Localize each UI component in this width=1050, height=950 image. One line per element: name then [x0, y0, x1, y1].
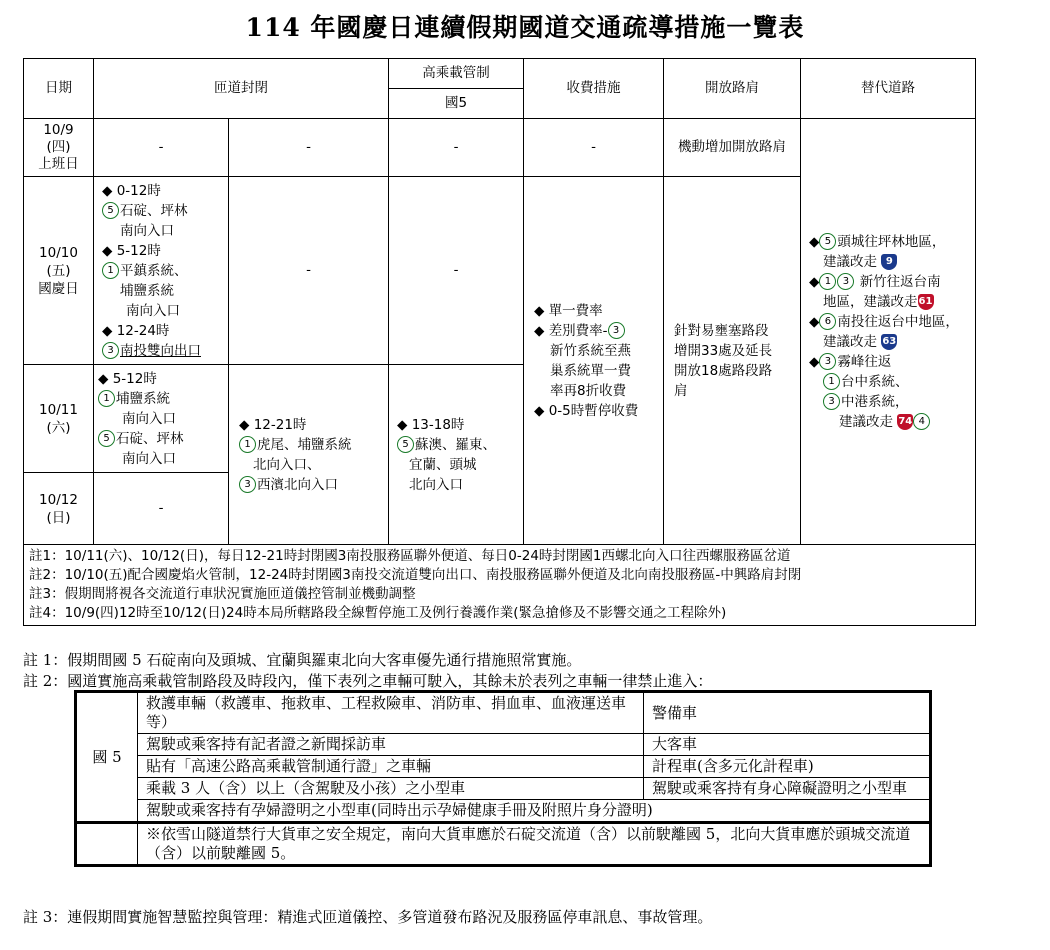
header-alt-route: 替代道路 — [801, 59, 976, 119]
page-title: 114 年國慶日連續假期國道交通疏導措施一覽表 — [245, 13, 805, 42]
vehicle-type: 駕駛或乘客持有身心障礙證明之小型車 — [644, 778, 931, 800]
truck-rule: ※依雪山隧道禁行大貨車之安全規定，南向大貨車應於石碇交流道（含）以前駛離國 5，北向大貨車應於頭城交流道（含）以前駛離國 5。 — [138, 823, 931, 866]
note: 註1：10/11(六)、10/12(日)，每日12-21時封閉國3南投服務區聯外便道、每日0-24時封閉國1西螺北向入口往西螺服務區岔道 — [29, 548, 791, 564]
toll-cell: ◆ 單一費率 ◆ 差別費率- 3 新竹系統至燕 巢系統單一費 率再8折收費 ◆ 0-5時暫停收費 — [524, 177, 664, 545]
shoulder-cell: 針對易壅塞路段 增開33處及延長 開放18處路段路 肩 — [664, 177, 801, 545]
highway-shield: 63 — [881, 334, 897, 350]
highway-shield: 9 — [881, 254, 897, 270]
date-cell: 10/11 (六) — [24, 365, 94, 473]
footnote-1: 註 1：假期間國 5 石碇南向及頭城、宜蘭與羅東北向大客車優先通行措施照常實施。 — [23, 651, 582, 669]
note: 註2：10/10(五)配合國慶焰火管制，12-24時封閉國3南投交流道雙向出口、南投服務區聯外便道及北向南投服務區-中興路肩封閉 — [29, 567, 802, 583]
date-cell: 10/9 (四) 上班日 — [24, 119, 94, 177]
vehicle-type: 貼有「高速公路高乘載管制通行證」之車輛 — [138, 756, 644, 778]
ramp-cell-1011: ◆ 5-12時 1 埔鹽系統 南向入口 5 石碇、坪林 南向入口 — [94, 365, 229, 473]
highway-shield: 61 — [918, 294, 934, 310]
route-badge: 3 — [102, 342, 119, 359]
vehicle-type: 大客車 — [644, 734, 931, 756]
alt-route-cell: ◆ 5 頭城往坪林地區， 建議改走 9 ◆ 1 3 新竹往返台南 地區，建議改走61 ◆ 6 南投往返台中地區， 建議改走 63 ◆ 3 霧峰往返 1 台中系統、 3 中港系統， 建議改走 74 4 — [801, 119, 976, 545]
route-badge: 3 — [823, 393, 840, 410]
route-badge: 5 — [102, 202, 119, 219]
empty-cell: - — [229, 177, 389, 365]
route-badge: 1 — [819, 273, 836, 290]
header-toll: 收費措施 — [524, 59, 664, 119]
note: 註4：10/9(四)12時至10/12(日)24時本局所轄路段全線暫停施工及例行養護作業(緊急搶修及不影響交通之工程除外) — [29, 605, 727, 621]
date-cell: 10/12 (日) — [24, 473, 94, 545]
route-badge: 5 — [819, 233, 836, 250]
hov-cell-weekend: ◆ 13-18時 5 蘇澳、羅東、 宜蘭、頭城 北向入口 — [389, 365, 524, 545]
route-badge: 3 — [837, 273, 854, 290]
date-cell: 10/10 (五) 國慶日 — [24, 177, 94, 365]
route-badge: 5 — [397, 436, 414, 453]
header-hov-sub: 國5 — [389, 89, 524, 119]
header-ramp-closure: 匝道封閉 — [94, 59, 389, 119]
route-badge: 4 — [913, 413, 930, 430]
empty-cell: - — [94, 473, 229, 545]
note: 註3：假期間將視各交流道行車狀況實施匝道儀控管制並機動調整 — [29, 586, 416, 602]
notes-cell — [24, 545, 976, 626]
shoulder-cell: 機動增加開放路肩 — [664, 119, 801, 177]
vehicle-type: 乘載 3 人（含）以上（含駕駛及小孩）之小型車 — [138, 778, 644, 800]
hov-vehicle-table — [74, 690, 932, 867]
empty-cell: - — [94, 119, 229, 177]
measures-table — [23, 58, 976, 626]
ramp-cell-weekend: ◆ 12-21時 1 虎尾、埔鹽系統 北向入口、 3 西濱北向入口 — [229, 365, 389, 545]
route-badge: 1 — [239, 436, 256, 453]
route-badge: 6 — [819, 313, 836, 330]
header-shoulder: 開放路肩 — [664, 59, 801, 119]
route-badge: 3 — [608, 322, 625, 339]
route-badge: 3 — [239, 476, 256, 493]
vehicle-type: 駕駛或乘客持有記者證之新聞採訪車 — [138, 734, 644, 756]
road-label: 國 5 — [76, 692, 138, 823]
footnote-3: 註 3：連假期間實施智慧監控與管理：精進式匝道儀控、多管道發布路況及服務區停車訊息、事故管理。 — [23, 908, 713, 926]
empty-cell: - — [524, 119, 664, 177]
route-badge: 5 — [98, 430, 115, 447]
ramp-cell-1010: ◆ 0-12時 5 石碇、坪林 南向入口 ◆ 5-12時 1 平鎮系統、 埔鹽系統 南向入口 ◆ 12-24時 3 南投雙向出口 — [94, 177, 229, 365]
header-date: 日期 — [24, 59, 94, 119]
route-badge: 1 — [98, 390, 115, 407]
empty-cell: - — [389, 177, 524, 365]
vehicle-type: 救護車輛（救護車、拖救車、工程救險車、消防車、捐血車、血液運送車等） — [138, 692, 644, 734]
vehicle-type: 駕駛或乘客持有孕婦證明之小型車(同時出示孕婦健康手冊及附照片身分證明) — [138, 800, 931, 823]
route-badge: 1 — [823, 373, 840, 390]
vehicle-type: 警備車 — [644, 692, 931, 734]
header-hov: 高乘載管制 — [389, 59, 524, 89]
vehicle-type: 計程車(含多元化計程車) — [644, 756, 931, 778]
highway-shield: 74 — [897, 414, 913, 430]
route-badge: 3 — [819, 353, 836, 370]
route-badge: 1 — [102, 262, 119, 279]
empty-cell: - — [229, 119, 389, 177]
footnote-2: 註 2：國道實施高乘載管制路段及時段內，僅下表列之車輛可駛入，其餘未於表列之車輛一律禁止進入： — [23, 672, 713, 690]
empty-cell: - — [389, 119, 524, 177]
